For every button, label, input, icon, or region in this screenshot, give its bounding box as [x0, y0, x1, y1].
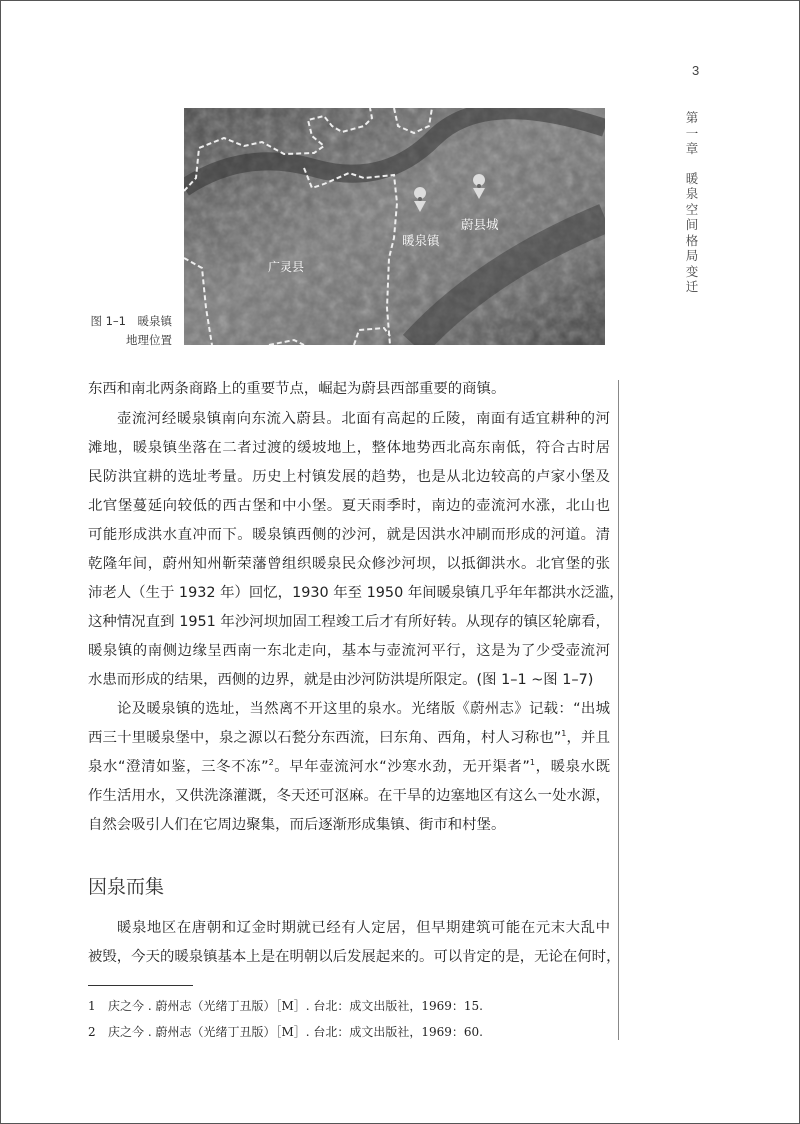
chapter-title-char: 间 [685, 217, 699, 232]
map-label-county-city: 蔚县城 [461, 217, 499, 232]
text-line [88, 641, 610, 661]
chapter-title-char: 格 [685, 232, 699, 248]
figure-caption [86, 312, 172, 350]
footnote-ref: 2 [268, 758, 274, 767]
text-segment: 。早年壶流河水“沙寒水劲，无开渠者” [273, 759, 530, 775]
footnote [88, 1023, 483, 1040]
text-line [88, 670, 610, 690]
footnote-number: 2 [88, 1025, 96, 1039]
text-line [88, 379, 610, 399]
chapter-title-char: 变 [685, 263, 699, 279]
footnote-number: 1 [88, 999, 96, 1013]
chapter-title-char: 泉 [685, 186, 699, 201]
chapter-title-char: 空 [685, 201, 699, 217]
text-segment: 暖泉镇的南侧边缘呈西南一东北走向，基本与壶流河平行，这是为了少受壶流河 [88, 643, 610, 659]
footnote [88, 997, 483, 1014]
text-segment: 乾隆年间，蔚州知州靳荣藩曾组织暖泉民众修沙河坝，以抵御洪水。北官堡的张 [88, 556, 610, 572]
footnote-text: 庆之今 . 蔚州志（光绪丁丑版）［M］. 台北：成文出版社，1969：15. [108, 999, 483, 1013]
text-line [88, 467, 610, 487]
text-line [88, 947, 621, 967]
text-line [88, 612, 610, 632]
satellite-map-figure [184, 108, 605, 345]
text-line [88, 786, 610, 806]
map-label-town: 暖泉镇 [402, 233, 440, 248]
footnote-divider [88, 985, 193, 986]
figure-caption-line: 地理位置 [126, 333, 172, 347]
text-line [117, 918, 610, 938]
chapter-title-char: 暖 [685, 170, 699, 186]
text-segment: 东西和南北两条商路上的重要节点，崛起为蔚县西部重要的商镇。 [88, 381, 506, 397]
text-segment: 被毁，今天的暖泉镇基本上是在明朝以后发展起来的。可以肯定的是，无论在何时， [88, 949, 621, 965]
text-line [88, 583, 624, 603]
text-line [88, 757, 610, 777]
text-line [88, 815, 610, 835]
text-segment: 暖泉地区在唐朝和辽金时期就已经有人定居，但早期建筑可能在元末大乱中 [117, 920, 610, 936]
text-segment: 论及暖泉镇的选址，当然离不开这里的泉水。光绪版《蔚州志》记载：“出城 [117, 701, 610, 717]
text-segment: 泉水“澄清如鉴，三冬不冻” [88, 759, 269, 775]
text-segment: 水患而形成的结果，西侧的边界，就是由沙河防洪堤所限定。(图 1–1 ~图 1–7) [88, 672, 594, 688]
footnote-ref: 1 [561, 729, 567, 738]
text-segment: 滩地，暖泉镇坐落在二者过渡的缓坡地上，整体地势西北高东南低，符合古时居 [88, 440, 610, 456]
section-heading: 因泉而集 [88, 876, 165, 898]
footnote-ref: 1 [529, 758, 535, 767]
footnote-text: 庆之今 . 蔚州志（光绪丁丑版）［M］. 台北：成文出版社，1969：60. [108, 1025, 483, 1039]
text-line [88, 496, 610, 516]
text-segment: 可能形成洪水直冲而下。暖泉镇西侧的沙河，就是因洪水冲刷而形成的河道。清 [88, 527, 610, 543]
text-line [117, 409, 610, 429]
text-segment: 作生活用水，又供洗涤灌溉，冬天还可沤麻。在干旱的边塞地区有这么一处水源， [88, 788, 610, 804]
text-segment: 壶流河经暖泉镇南向东流入蔚县。北面有高起的丘陵，南面有适宜耕种的河 [117, 411, 610, 427]
margin-rule [618, 380, 619, 1040]
text-line [88, 438, 610, 458]
text-segment: ，暖泉水既 [534, 759, 610, 775]
text-line [88, 728, 610, 748]
text-segment: 这种情况直到 1951 年沙河坝加固工程竣工后才有所好转。从现存的镇区轮廓看， [88, 614, 610, 630]
chapter-title-char: 迁 [685, 279, 699, 294]
page-number: 3 [692, 63, 700, 78]
text-segment: 沛老人（生于 1932 年）回忆，1930 年至 1950 年间暖泉镇几乎年年都洪水泛滥， [88, 585, 624, 601]
text-segment: ，并且 [566, 730, 610, 746]
map-label-county: 广灵县 [268, 260, 305, 274]
text-segment: 北官堡蔓延向较低的西古堡和中小堡。夏天雨季时，南边的壶流河水涨，北山也 [88, 498, 610, 514]
figure-caption-line: 图 1–1 暖泉镇 [90, 314, 172, 328]
text-segment: 西三十里暖泉堡中，泉之源以石甃分东西流，曰东角、西角，村人习称也” [88, 730, 562, 746]
chapter-title-char: 局 [685, 248, 699, 263]
chapter-char: 章 [685, 141, 699, 156]
running-header [684, 110, 700, 295]
text-segment: 自然会吸引人们在它周边聚集，而后逐渐形成集镇、街市和村堡。 [88, 817, 506, 833]
text-line [88, 554, 610, 574]
text-line [117, 699, 610, 719]
chapter-char: 一 [685, 125, 699, 141]
text-segment: 民防洪宜耕的选址考量。历史上村镇发展的趋势，也是从北边较高的卢家小堡及 [88, 469, 610, 485]
chapter-char: 第 [685, 110, 699, 125]
text-line [88, 525, 610, 545]
